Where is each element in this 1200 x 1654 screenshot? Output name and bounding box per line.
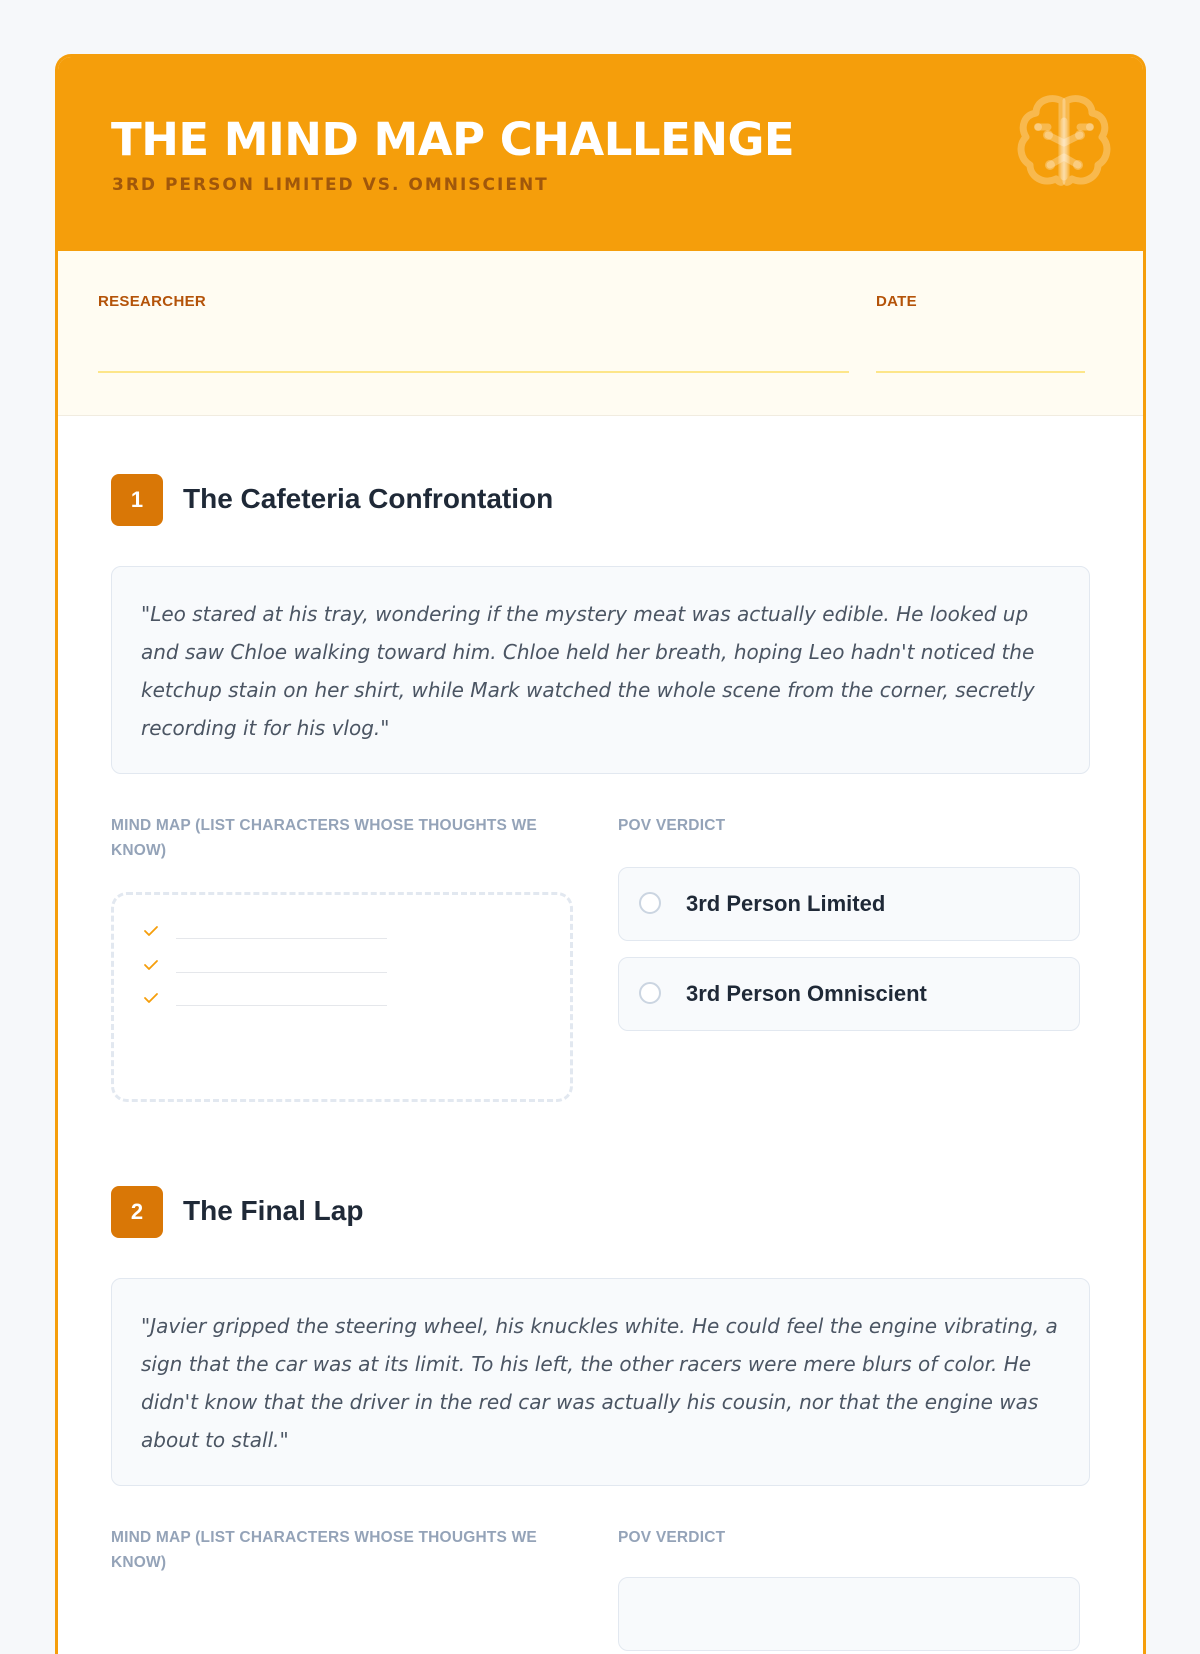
entry-line	[176, 972, 387, 973]
mind-map-box	[111, 892, 573, 1102]
mind-map-entry[interactable]	[142, 922, 387, 942]
radio-button[interactable]	[639, 982, 661, 1004]
section-title: The Final Lap	[183, 1195, 364, 1226]
pov-verdict-label: POV VERDICT	[618, 817, 726, 834]
date-label: DATE	[876, 293, 917, 310]
pov-option-limited[interactable]	[618, 867, 1080, 941]
brain-icon	[1014, 91, 1114, 191]
option-label: 3rd Person Limited	[686, 891, 886, 916]
section-number-badge: 1	[111, 474, 163, 526]
pov-option-limited[interactable]	[618, 1577, 1080, 1651]
story-passage: "Leo stared at his tray, wondering if the mystery meat was actually edible. He looked up and saw Chloe walking toward him. Chloe held her breath, hoping Leo hadn't noticed the ketchup stain on her shirt, while Mark watched the whole scene from the corner, secretly recording it for his vlog."	[111, 566, 1090, 774]
check-icon	[142, 922, 160, 940]
info-bar	[58, 251, 1143, 416]
researcher-field[interactable]	[98, 371, 849, 373]
mind-map-entry[interactable]	[142, 989, 387, 1009]
page-title: THE MIND MAP CHALLENGE	[111, 113, 795, 166]
option-label: 3rd Person Omniscient	[686, 981, 927, 1006]
story-passage: "Javier gripped the steering wheel, his knuckles white. He could feel the engine vibrating, a sign that the car was at its limit. To his left, the other racers were mere blurs of color. He didn't know that the driver in the red car was actually his cousin, nor that the engine was about to stall."	[111, 1278, 1090, 1486]
section-number-badge: 2	[111, 1186, 163, 1238]
mind-map-label: MIND MAP (LIST CHARACTERS WHOSE THOUGHTS WE KNOW)	[111, 1529, 537, 1571]
section-title: The Cafeteria Confrontation	[183, 483, 554, 514]
check-icon	[142, 956, 160, 974]
entry-line	[176, 1005, 387, 1006]
mind-map-label: MIND MAP (LIST CHARACTERS WHOSE THOUGHTS WE KNOW)	[111, 817, 537, 859]
entry-line	[176, 938, 387, 939]
check-icon	[142, 989, 160, 1007]
pov-verdict-label: POV VERDICT	[618, 1529, 726, 1546]
researcher-label: RESEARCHER	[98, 293, 207, 310]
radio-button[interactable]	[639, 892, 661, 914]
pov-option-omniscient[interactable]	[618, 957, 1080, 1031]
worksheet-header	[58, 57, 1143, 251]
worksheet-card	[55, 54, 1146, 1654]
date-field[interactable]	[876, 371, 1085, 373]
page-subtitle: 3RD PERSON LIMITED VS. OMNISCIENT	[112, 175, 549, 195]
mind-map-entry[interactable]	[142, 956, 387, 976]
